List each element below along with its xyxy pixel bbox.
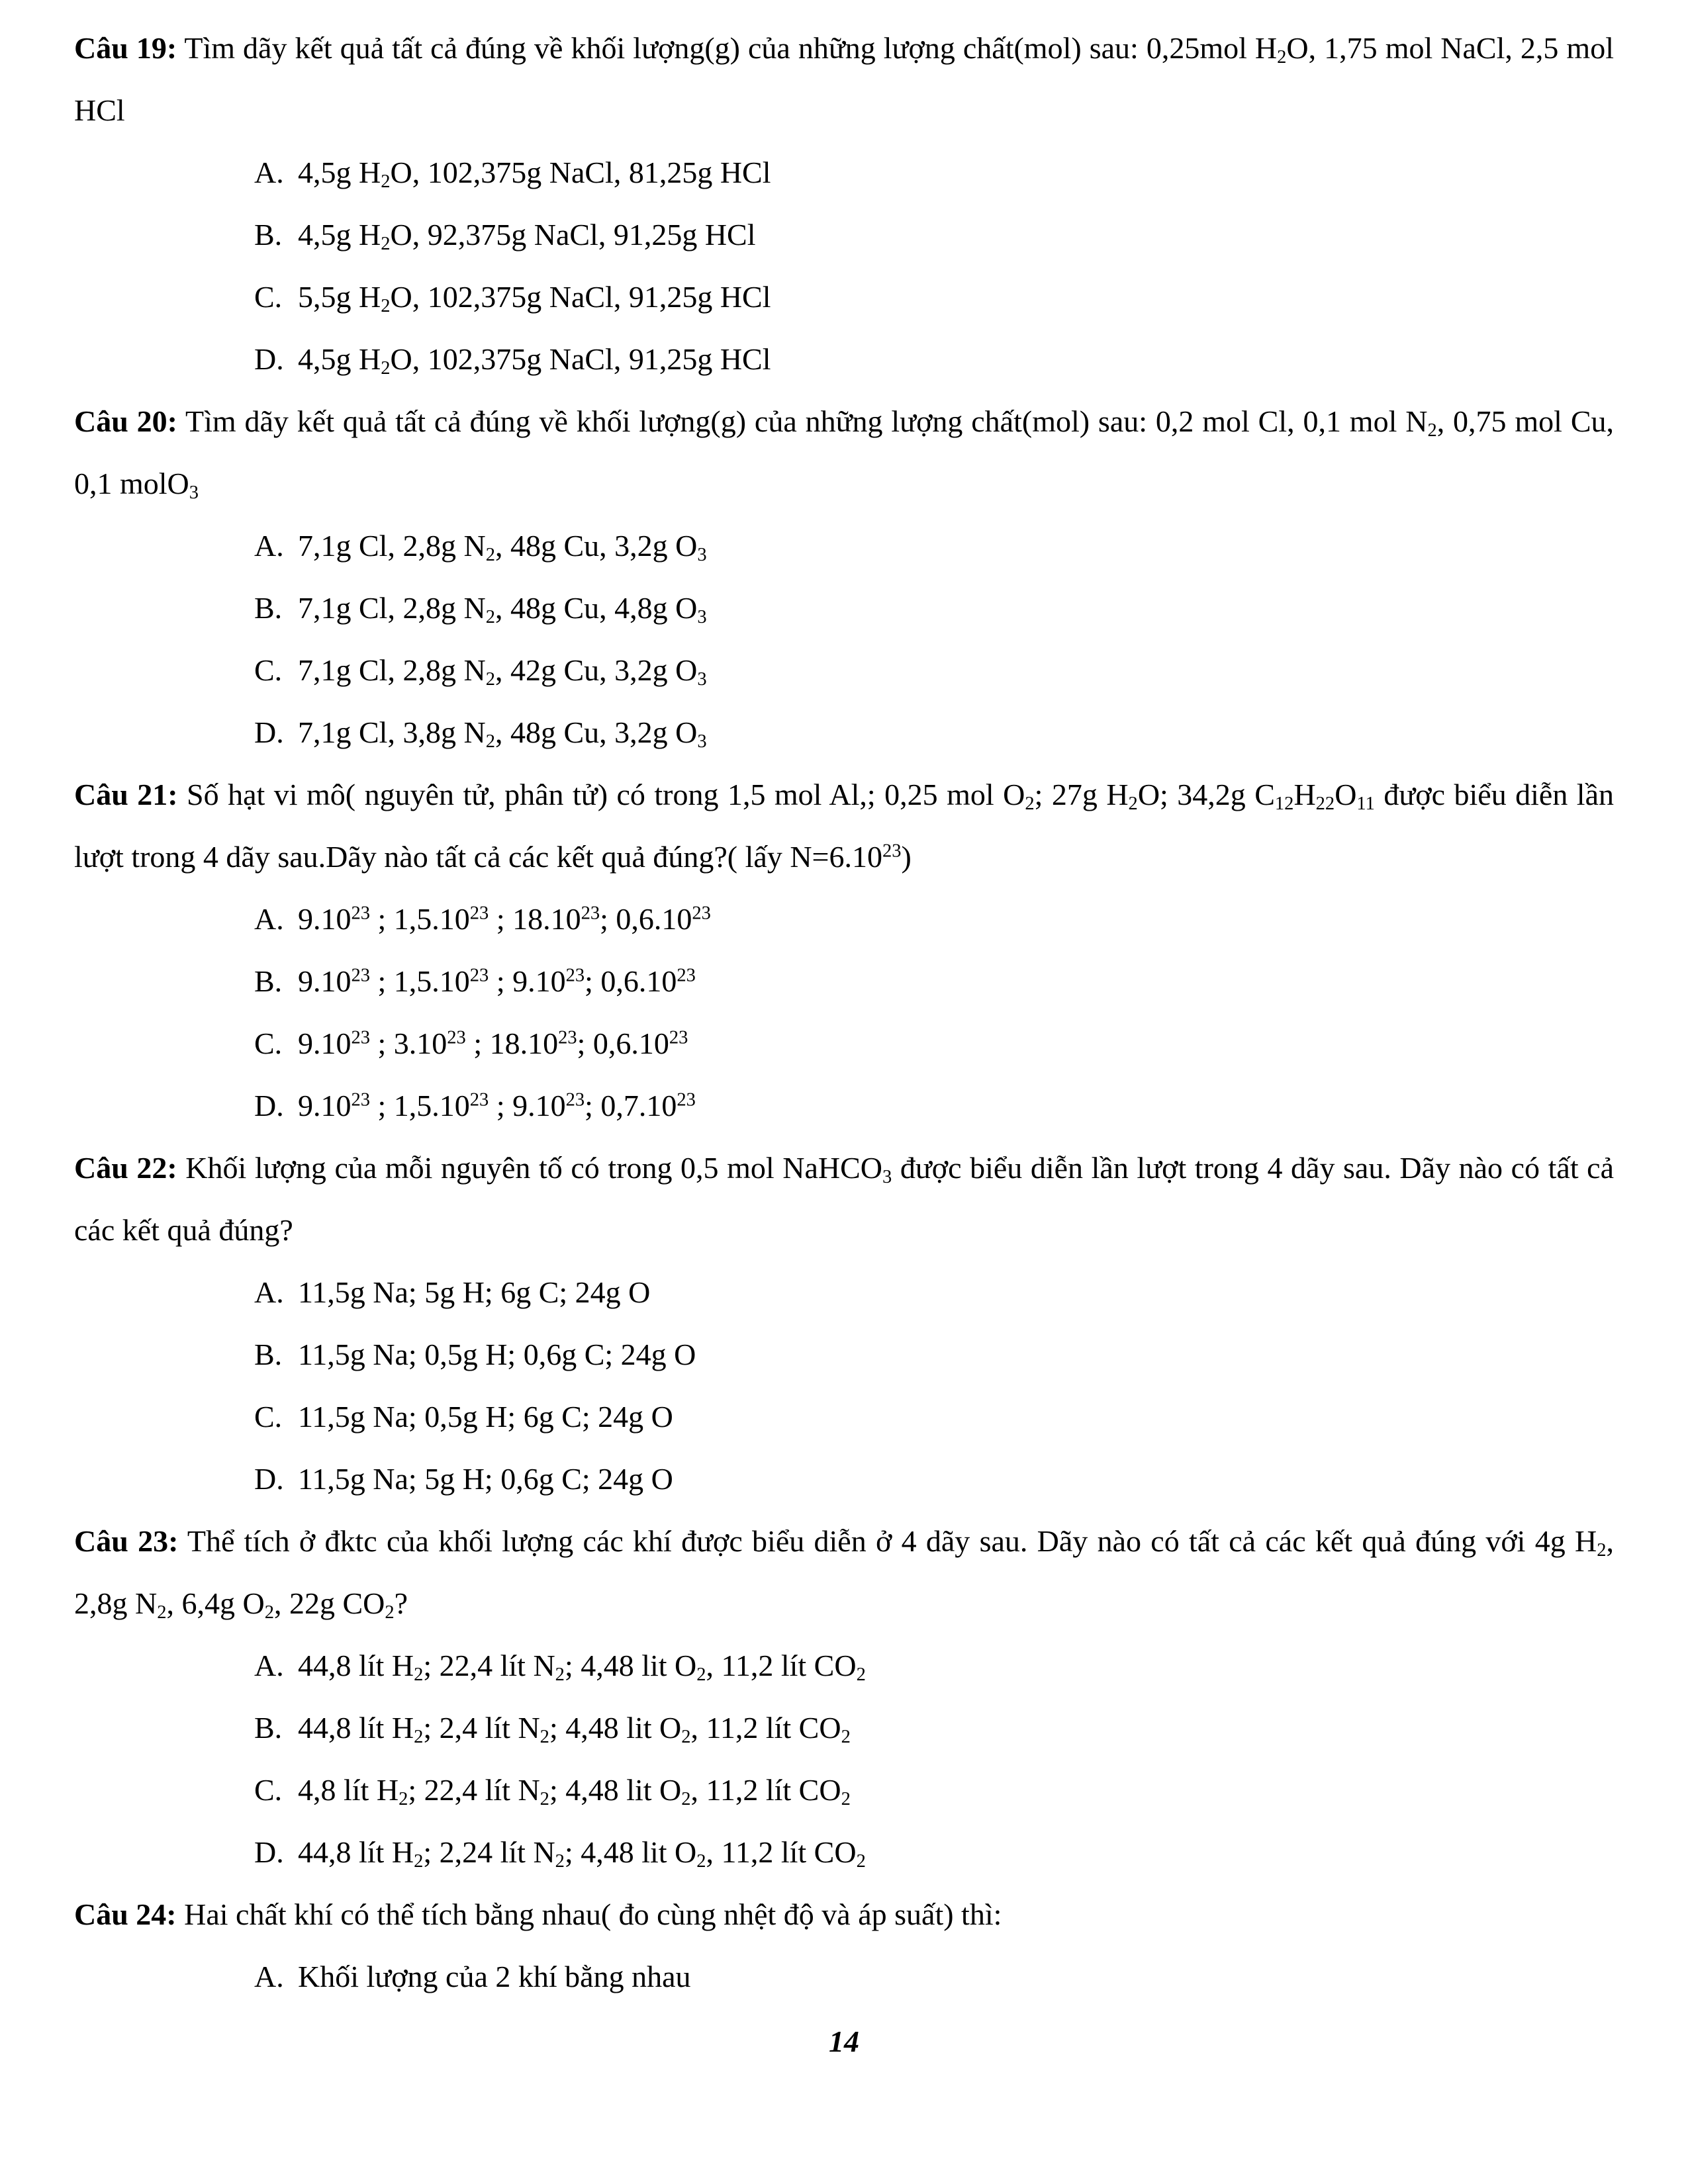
option-text: 7,1g Cl, 3,8g $N_2$, 48g Cu, 3,2g $O_3$	[298, 715, 707, 752]
option-letter: A.	[254, 1960, 284, 1993]
question-text: Tìm dãy kết quả tất cả đúng về khối lượng(g) của những lượng chất(mol) sau: 0,2 mol Cl, 0,1 mol $N_2$, 0,75 mol Cu, 0,1 molO$_3$	[74, 404, 1615, 504]
option-letter: C.	[254, 1026, 283, 1060]
answer-option	[74, 1448, 1614, 1510]
option-text: 11,5g Na; 5g H; 0,6g C; 24g O	[298, 1462, 673, 1496]
question-label: Câu 21:	[74, 778, 178, 811]
page-footer	[74, 2011, 1614, 2073]
answer-option	[74, 515, 1614, 577]
answer-option	[74, 1324, 1614, 1386]
answer-option	[74, 702, 1614, 764]
option-letter: D.	[254, 1089, 284, 1122]
question-24	[74, 1884, 1614, 2008]
answer-option	[74, 1261, 1614, 1324]
option-text: 44,8 lít $H_2$; 2,4 lít $N_2$; 4,48 lit $O_2$, 11,2 lít $CO_2$	[298, 1711, 851, 1748]
option-text: 11,5g Na; 0,5g H; 6g C; 24g O	[298, 1400, 673, 1433]
question-stem	[74, 1884, 1614, 1946]
question-stem	[74, 1510, 1614, 1635]
page-number: 14	[829, 2025, 859, 2058]
option-text: 4,5g $H_2O$, 102,375g NaCl, 81,25g HCl	[298, 156, 771, 193]
option-text: 11,5g Na; 0,5g H; 0,6g C; 24g O	[298, 1338, 696, 1371]
question-label: Câu 19:	[74, 31, 177, 65]
question-stem	[74, 390, 1614, 515]
option-letter: C.	[254, 1773, 283, 1807]
option-text: 9.10$^{23}$ ; 1,5.10$^{23}$ ; 9.10$^{23}$; 0,7.10$^{23}$	[298, 1089, 696, 1122]
answer-option	[74, 1759, 1614, 1821]
option-text: 4,5g $H_2O$, 102,375g NaCl, 91,25g HCl	[298, 342, 771, 379]
question-text: Số hạt vi mô( nguyên tử, phân tử) có trong 1,5 mol Al,; 0,25 mol $O_2$; 27g $H_2O$; 34,2g $C_{12}H_{22}O_{11}$ được biểu diễn lần lượt trong 4 dãy sau.Dãy nào tất cả các kết quả đúng?( lấy $N=6.10^{23}$)	[74, 778, 1615, 874]
question-text: Tìm dãy kết quả tất cả đúng về khối lượng(g) của những lượng chất(mol) sau: 0,25mol $H_2O$, 1,75 mol NaCl, 2,5 mol HCl	[74, 31, 1614, 127]
answer-option	[74, 577, 1614, 639]
option-text: 9.10$^{23}$ ; 1,5.10$^{23}$ ; 18.10$^{23}$; 0,6.10$^{23}$	[298, 902, 711, 936]
answer-option	[74, 888, 1614, 950]
option-text: 5,5g $H_2O$, 102,375g NaCl, 91,25g HCl	[298, 280, 771, 317]
option-letter: C.	[254, 653, 283, 687]
question-stem	[74, 1137, 1614, 1261]
option-letter: C.	[254, 280, 283, 314]
option-letter: D.	[254, 1835, 284, 1869]
question-19	[74, 17, 1614, 390]
option-letter: A.	[254, 1275, 284, 1309]
answer-option	[74, 1697, 1614, 1759]
question-text: Thể tích ở đktc của khối lượng các khí được biểu diễn ở 4 dãy sau. Dãy nào có tất cả các kết quả đúng với 4g $H_2$, 2,8g $N_2$, 6,4g $O_2$, 22g $CO_2$?	[74, 1524, 1615, 1623]
option-letter: D.	[254, 715, 284, 749]
option-letter: A.	[254, 902, 284, 936]
answer-option	[74, 1946, 1614, 2008]
answer-option	[74, 1013, 1614, 1075]
option-letter: B.	[254, 964, 283, 998]
option-text: 7,1g Cl, 2,8g $N_2$, 48g Cu, 3,2g $O_3$	[298, 529, 707, 566]
answer-option	[74, 142, 1614, 204]
question-23	[74, 1510, 1614, 1884]
question-stem	[74, 17, 1614, 142]
option-text: 4,5g $H_2O$, 92,375g NaCl, 91,25g HCl	[298, 218, 756, 255]
option-text: 44,8 lít $H_2$; 2,24 lít $N_2$; 4,48 lit $O_2$, 11,2 lít $CO_2$	[298, 1835, 866, 1872]
option-letter: B.	[254, 591, 283, 625]
answer-option	[74, 1821, 1614, 1884]
question-22	[74, 1137, 1614, 1510]
question-label: Câu 22:	[74, 1151, 177, 1185]
option-letter: A.	[254, 156, 284, 189]
answer-option	[74, 328, 1614, 390]
option-letter: A.	[254, 1649, 284, 1682]
answer-option	[74, 1075, 1614, 1137]
option-letter: D.	[254, 342, 284, 376]
question-text: Khối lượng của mỗi nguyên tố có trong 0,5 mol NaHCO$_3$ được biểu diễn lần lượt trong 4 dãy sau. Dãy nào có tất cả các kết quả đúng?	[74, 1151, 1615, 1247]
option-letter: B.	[254, 1711, 283, 1745]
option-text: Khối lượng của 2 khí bằng nhau	[298, 1960, 691, 1993]
option-text: 7,1g Cl, 2,8g $N_2$, 48g Cu, 4,8g $O_3$	[298, 591, 707, 628]
question-20	[74, 390, 1614, 764]
option-letter: D.	[254, 1462, 284, 1496]
option-text: 4,8 lít $H_2$; 22,4 lít $N_2$; 4,48 lit $O_2$, 11,2 lít $CO_2$	[298, 1773, 851, 1810]
option-letter: B.	[254, 218, 283, 251]
answer-option	[74, 1635, 1614, 1697]
option-text: 44,8 lít $H_2$; 22,4 lít $N_2$; 4,48 lit $O_2$, 11,2 lít $CO_2$	[298, 1649, 866, 1686]
answer-option	[74, 204, 1614, 266]
question-21	[74, 764, 1614, 1137]
question-stem	[74, 764, 1614, 888]
question-label: Câu 24:	[74, 1897, 177, 1931]
answer-option	[74, 1386, 1614, 1448]
option-letter: C.	[254, 1400, 283, 1433]
option-text: 9.10$^{23}$ ; 1,5.10$^{23}$ ; 9.10$^{23}$; 0,6.10$^{23}$	[298, 964, 696, 998]
question-label: Câu 20:	[74, 404, 177, 438]
question-text: Hai chất khí có thể tích bằng nhau( đo cùng nhệt độ và áp suất) thì:	[176, 1897, 1002, 1931]
option-text: 11,5g Na; 5g H; 6g C; 24g O	[298, 1275, 651, 1309]
option-letter: B.	[254, 1338, 283, 1371]
answer-option	[74, 950, 1614, 1013]
option-letter: A.	[254, 529, 284, 563]
answer-option	[74, 266, 1614, 328]
question-label: Câu 23:	[74, 1524, 179, 1558]
option-text: 9.10$^{23}$ ; 3.10$^{23}$ ; 18.10$^{23}$; 0,6.10$^{23}$	[298, 1026, 688, 1060]
answer-option	[74, 639, 1614, 702]
option-text: 7,1g Cl, 2,8g $N_2$, 42g Cu, 3,2g $O_3$	[298, 653, 707, 690]
